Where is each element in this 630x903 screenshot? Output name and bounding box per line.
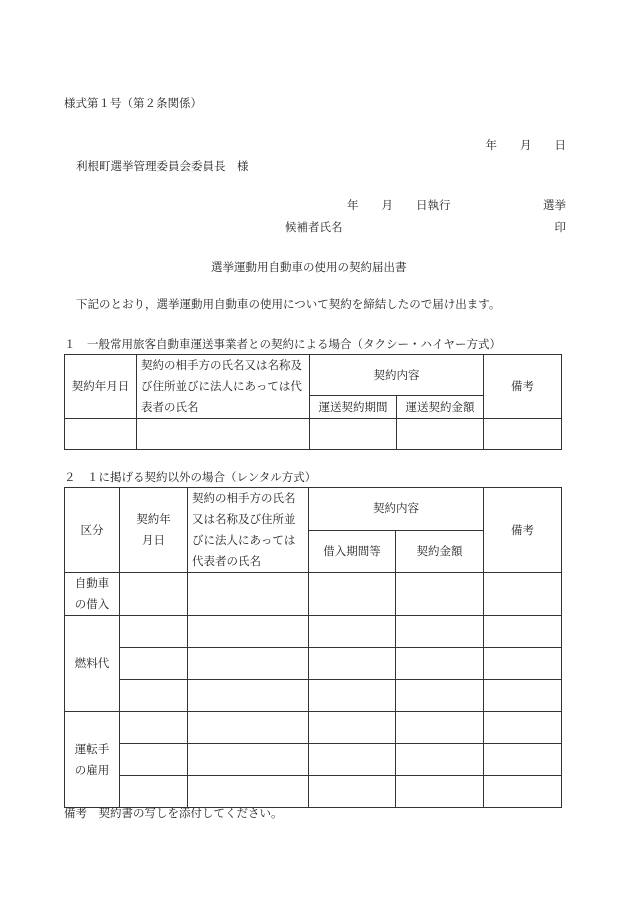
cell-date[interactable] xyxy=(120,648,188,680)
col-contract-date: 契約年月日 xyxy=(65,355,137,419)
table-row xyxy=(65,616,562,648)
page-title: 選挙運動用自動車の使用の契約届出書 xyxy=(211,260,407,274)
table-row xyxy=(65,744,562,776)
cell-date[interactable] xyxy=(65,419,137,450)
table-row xyxy=(65,648,562,680)
intro-text: 下記のとおり，選挙運動用自動車の使用について契約を締結したので届け出ます。 xyxy=(76,297,501,311)
cell-party[interactable] xyxy=(188,744,309,776)
col-contract-details: 契約内容 xyxy=(310,355,484,396)
table-row xyxy=(65,776,562,808)
table-row xyxy=(65,419,562,450)
cell-remarks[interactable] xyxy=(484,573,562,616)
cell-remarks[interactable] xyxy=(484,680,562,712)
cell-date[interactable] xyxy=(120,744,188,776)
cell-period[interactable] xyxy=(309,712,396,744)
col-contract-date: 契約年月日 xyxy=(120,488,188,573)
col-transport-period: 運送契約期間 xyxy=(310,396,397,419)
cell-period[interactable] xyxy=(309,776,396,808)
col-remarks: 備考 xyxy=(484,488,562,573)
form-number: 様式第１号（第２条関係） xyxy=(64,96,202,110)
row-label-car-rental: 自動車の借入 xyxy=(65,573,120,616)
col-transport-amount: 運送契約金額 xyxy=(397,396,484,419)
cell-period[interactable] xyxy=(310,419,397,450)
seal-mark: 印 xyxy=(554,220,566,234)
col-contract-details: 契約内容 xyxy=(309,488,484,531)
cell-party[interactable] xyxy=(188,573,309,616)
cell-party[interactable] xyxy=(188,616,309,648)
cell-remarks[interactable] xyxy=(484,648,562,680)
election-date: 年 月 日執行 xyxy=(347,198,451,212)
table-row xyxy=(65,712,562,744)
cell-date[interactable] xyxy=(120,712,188,744)
cell-amount[interactable] xyxy=(396,712,484,744)
cell-date[interactable] xyxy=(120,616,188,648)
col-contract-amount: 契約金額 xyxy=(396,530,484,573)
cell-amount[interactable] xyxy=(397,419,484,450)
cell-remarks[interactable] xyxy=(484,616,562,648)
cell-remarks[interactable] xyxy=(484,744,562,776)
table-row xyxy=(65,573,562,616)
cell-period[interactable] xyxy=(309,616,396,648)
candidate-name-label: 候補者氏名 xyxy=(285,220,343,234)
cell-amount[interactable] xyxy=(396,616,484,648)
footer-note: 備考 契約書の写しを添付してください。 xyxy=(64,806,283,820)
rental-contract-table xyxy=(64,487,562,808)
cell-date[interactable] xyxy=(120,680,188,712)
cell-amount[interactable] xyxy=(396,744,484,776)
section2-heading: ２ １に掲げる契約以外の場合（レンタル方式） xyxy=(64,470,317,484)
election-suffix: 選挙 xyxy=(543,198,566,212)
cell-date[interactable] xyxy=(120,573,188,616)
cell-amount[interactable] xyxy=(396,776,484,808)
col-contract-party: 契約の相手方の氏名又は名称及び住所並びに法人にあっては代表者の氏名 xyxy=(188,488,309,573)
table-row xyxy=(65,680,562,712)
cell-party[interactable] xyxy=(188,680,309,712)
cell-period[interactable] xyxy=(309,573,396,616)
addressee: 利根町選挙管理委員会委員長 様 xyxy=(76,159,249,173)
col-contract-party: 契約の相手方の氏名又は名称及び住所並びに法人にあっては代表者の氏名 xyxy=(137,355,310,419)
cell-remarks[interactable] xyxy=(484,712,562,744)
col-remarks: 備考 xyxy=(484,355,562,419)
col-category: 区分 xyxy=(65,488,120,573)
cell-party[interactable] xyxy=(137,419,310,450)
submission-date: 年 月 日 xyxy=(485,138,566,152)
cell-party[interactable] xyxy=(188,712,309,744)
cell-remarks[interactable] xyxy=(484,419,562,450)
row-label-fuel: 燃料代 xyxy=(65,616,120,712)
taxi-contract-table xyxy=(64,354,562,450)
cell-amount[interactable] xyxy=(396,648,484,680)
cell-remarks[interactable] xyxy=(484,776,562,808)
cell-amount[interactable] xyxy=(396,680,484,712)
cell-party[interactable] xyxy=(188,648,309,680)
cell-party[interactable] xyxy=(188,776,309,808)
cell-date[interactable] xyxy=(120,776,188,808)
cell-period[interactable] xyxy=(309,648,396,680)
section1-heading: １ 一般常用旅客自動車運送事業者との契約による場合（タクシー・ハイヤー方式） xyxy=(64,337,501,351)
row-label-driver: 運転手の雇用 xyxy=(65,712,120,808)
cell-period[interactable] xyxy=(309,680,396,712)
cell-period[interactable] xyxy=(309,744,396,776)
col-lease-period: 借入期間等 xyxy=(309,530,396,573)
cell-amount[interactable] xyxy=(396,573,484,616)
